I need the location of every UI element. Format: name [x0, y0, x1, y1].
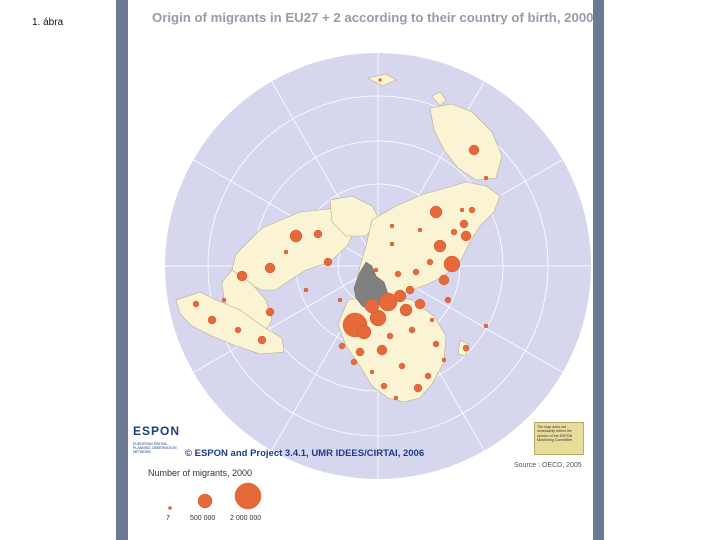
migrant-symbol: [434, 240, 446, 252]
migrant-symbol: [377, 345, 387, 355]
migrant-symbol: [356, 348, 364, 356]
migrant-symbol: [365, 299, 379, 313]
migrant-symbol: [425, 373, 431, 379]
migrant-symbol: [415, 299, 425, 309]
legend-title: Number of migrants, 2000: [148, 468, 253, 478]
migrant-symbol: [381, 383, 387, 389]
migrant-symbol: [235, 327, 241, 333]
migrant-symbol: [463, 345, 469, 351]
migrant-symbol: [400, 304, 412, 316]
migrant-symbol: [208, 316, 216, 324]
migrant-symbol: [469, 207, 475, 213]
migrant-symbol: [484, 176, 488, 180]
espon-logo-subtext: EUROPEAN SPATIAL PLANNING OBSERVATION NETWORK: [133, 442, 177, 454]
migrant-symbol: [237, 271, 247, 281]
disclaimer-box: The map does not necessarily reflect the opinion of the ESPON Monitoring Committee: [534, 422, 584, 455]
migrant-symbol: [460, 220, 468, 228]
migrant-symbol: [469, 145, 479, 155]
migrant-symbol: [390, 242, 394, 246]
migrant-symbol: [442, 358, 446, 362]
migrant-symbol: [444, 256, 460, 272]
migrant-symbol: [461, 231, 471, 241]
source-text: Source : OECD, 2005: [514, 462, 582, 469]
legend-symbol-small: [168, 506, 171, 509]
legend-symbol-large: [235, 483, 261, 509]
migrant-symbol: [284, 250, 288, 254]
migrant-symbol: [395, 271, 401, 277]
migrant-symbol: [324, 258, 332, 266]
migrant-symbol: [427, 259, 433, 265]
migrant-symbol: [484, 324, 488, 328]
migrant-symbol: [414, 384, 422, 392]
legend-label-small: 7: [166, 515, 170, 522]
migrant-symbol: [390, 224, 394, 228]
espon-logo-text: ESPON: [133, 424, 181, 438]
migrant-symbol: [379, 79, 382, 82]
migrant-symbol: [394, 396, 398, 400]
migrant-symbol: [413, 269, 419, 275]
migrant-symbol: [394, 290, 406, 302]
migrant-symbol: [418, 228, 422, 232]
migrant-symbol: [339, 343, 345, 349]
migrant-symbol: [409, 327, 415, 333]
migrant-symbol: [445, 297, 451, 303]
copyright-text: © ESPON and Project 3.4.1, UMR IDEES/CIRTAI, 2006: [185, 448, 425, 459]
symbol-legend: [168, 483, 261, 510]
migrant-symbol: [433, 341, 439, 347]
migrant-symbol: [357, 325, 371, 339]
migrant-symbol: [460, 208, 464, 212]
migrant-symbol: [222, 298, 226, 302]
migrant-symbol: [193, 301, 199, 307]
slide-caption: 1. ábra: [32, 17, 64, 28]
migrant-symbol: [314, 230, 322, 238]
migrant-symbol: [439, 275, 449, 285]
migrant-symbol: [266, 308, 274, 316]
migrant-symbol: [338, 298, 342, 302]
migrant-symbol: [258, 336, 266, 344]
migrant-symbol: [430, 206, 442, 218]
migrant-symbol: [351, 359, 357, 365]
migrant-symbol: [430, 318, 434, 322]
migrant-symbol: [304, 288, 308, 292]
migrant-symbol: [290, 230, 302, 242]
legend-symbol-medium: [198, 494, 212, 508]
migrant-symbol: [451, 229, 457, 235]
migrant-symbol: [387, 333, 393, 339]
migrant-symbol: [399, 363, 405, 369]
legend-label-large: 2 000 000: [230, 515, 262, 522]
migrant-symbol: [406, 286, 414, 294]
legend-label-medium: 500 000: [190, 515, 216, 522]
espon-logo: [133, 420, 183, 460]
map-title: Origin of migrants in EU27 + 2 according to their country of birth, 2000: [152, 10, 594, 25]
migrant-symbol: [265, 263, 275, 273]
migrant-symbol: [370, 370, 374, 374]
migrant-symbol: [374, 268, 378, 272]
